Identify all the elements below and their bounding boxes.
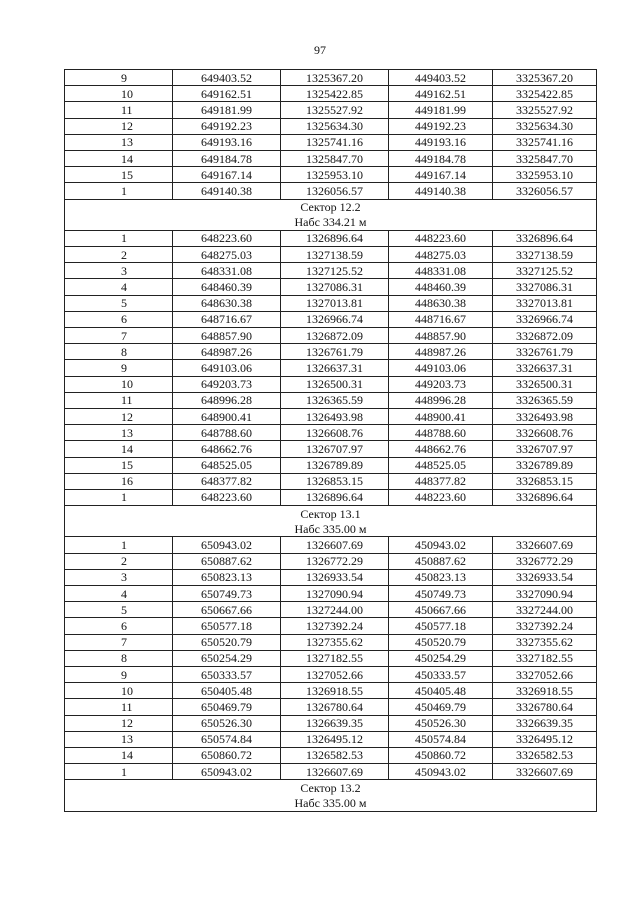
x-coordinate-local-cell: 448331.08 bbox=[389, 263, 493, 279]
point-number-cell: 2 bbox=[65, 553, 173, 569]
x-coordinate-cell: 650254.29 bbox=[173, 650, 281, 666]
x-coordinate-local-cell: 448987.26 bbox=[389, 344, 493, 360]
y-coordinate-cell: 1326495.12 bbox=[281, 731, 389, 747]
x-coordinate-cell: 650943.02 bbox=[173, 537, 281, 553]
x-coordinate-cell: 650823.13 bbox=[173, 569, 281, 585]
y-coordinate-local-cell: 3326761.79 bbox=[493, 344, 597, 360]
y-coordinate-cell: 1326872.09 bbox=[281, 328, 389, 344]
x-coordinate-cell: 650749.73 bbox=[173, 586, 281, 602]
table-row bbox=[65, 183, 597, 199]
sector-elevation: Набс 335.00 м bbox=[65, 521, 597, 537]
y-coordinate-cell: 1327086.31 bbox=[281, 279, 389, 295]
x-coordinate-local-cell: 448377.82 bbox=[389, 473, 493, 489]
x-coordinate-cell: 648630.38 bbox=[173, 295, 281, 311]
y-coordinate-local-cell: 3325367.20 bbox=[493, 70, 597, 86]
point-number-cell: 8 bbox=[65, 344, 173, 360]
y-coordinate-cell: 1326853.15 bbox=[281, 473, 389, 489]
point-number-cell: 10 bbox=[65, 86, 173, 102]
table-row bbox=[65, 408, 597, 424]
x-coordinate-cell: 648857.90 bbox=[173, 328, 281, 344]
point-number-cell: 16 bbox=[65, 473, 173, 489]
x-coordinate-local-cell: 450887.62 bbox=[389, 553, 493, 569]
y-coordinate-cell: 1325367.20 bbox=[281, 70, 389, 86]
y-coordinate-cell: 1326896.64 bbox=[281, 230, 389, 246]
table-row bbox=[65, 360, 597, 376]
point-number-cell: 10 bbox=[65, 376, 173, 392]
x-coordinate-cell: 649167.14 bbox=[173, 167, 281, 183]
x-coordinate-local-cell: 450823.13 bbox=[389, 569, 493, 585]
table-row bbox=[65, 425, 597, 441]
y-coordinate-local-cell: 3325741.16 bbox=[493, 134, 597, 150]
y-coordinate-local-cell: 3327182.55 bbox=[493, 650, 597, 666]
x-coordinate-cell: 649193.16 bbox=[173, 134, 281, 150]
table-row bbox=[65, 618, 597, 634]
y-coordinate-local-cell: 3326608.76 bbox=[493, 425, 597, 441]
x-coordinate-local-cell: 449203.73 bbox=[389, 376, 493, 392]
point-number-cell: 9 bbox=[65, 666, 173, 682]
y-coordinate-cell: 1326761.79 bbox=[281, 344, 389, 360]
x-coordinate-local-cell: 450520.79 bbox=[389, 634, 493, 650]
y-coordinate-local-cell: 3326495.12 bbox=[493, 731, 597, 747]
x-coordinate-cell: 650860.72 bbox=[173, 747, 281, 763]
x-coordinate-cell: 648716.67 bbox=[173, 311, 281, 327]
y-coordinate-cell: 1326056.57 bbox=[281, 183, 389, 199]
y-coordinate-cell: 1325847.70 bbox=[281, 150, 389, 166]
point-number-cell: 1 bbox=[65, 183, 173, 199]
y-coordinate-local-cell: 3326493.98 bbox=[493, 408, 597, 424]
table-row bbox=[65, 683, 597, 699]
y-coordinate-cell: 1327244.00 bbox=[281, 602, 389, 618]
point-number-cell: 2 bbox=[65, 247, 173, 263]
table-row bbox=[65, 247, 597, 263]
x-coordinate-cell: 649181.99 bbox=[173, 102, 281, 118]
x-coordinate-cell: 648788.60 bbox=[173, 425, 281, 441]
y-coordinate-cell: 1326607.69 bbox=[281, 764, 389, 780]
x-coordinate-cell: 648223.60 bbox=[173, 489, 281, 505]
x-coordinate-cell: 649184.78 bbox=[173, 150, 281, 166]
x-coordinate-local-cell: 450667.66 bbox=[389, 602, 493, 618]
table-row bbox=[65, 263, 597, 279]
point-number-cell: 10 bbox=[65, 683, 173, 699]
point-number-cell: 15 bbox=[65, 167, 173, 183]
y-coordinate-local-cell: 3326896.64 bbox=[493, 489, 597, 505]
x-coordinate-local-cell: 450574.84 bbox=[389, 731, 493, 747]
y-coordinate-local-cell: 3325422.85 bbox=[493, 86, 597, 102]
point-number-cell: 12 bbox=[65, 408, 173, 424]
x-coordinate-local-cell: 448275.03 bbox=[389, 247, 493, 263]
x-coordinate-cell: 650333.57 bbox=[173, 666, 281, 682]
y-coordinate-local-cell: 3327244.00 bbox=[493, 602, 597, 618]
x-coordinate-cell: 649103.06 bbox=[173, 360, 281, 376]
y-coordinate-local-cell: 3326772.29 bbox=[493, 553, 597, 569]
x-coordinate-local-cell: 448900.41 bbox=[389, 408, 493, 424]
point-number-cell: 13 bbox=[65, 425, 173, 441]
table-row bbox=[65, 134, 597, 150]
table-row bbox=[65, 328, 597, 344]
y-coordinate-cell: 1327013.81 bbox=[281, 295, 389, 311]
y-coordinate-cell: 1326500.31 bbox=[281, 376, 389, 392]
x-coordinate-cell: 648662.76 bbox=[173, 441, 281, 457]
table-row bbox=[65, 457, 597, 473]
x-coordinate-cell: 648377.82 bbox=[173, 473, 281, 489]
x-coordinate-cell: 650574.84 bbox=[173, 731, 281, 747]
x-coordinate-cell: 649140.38 bbox=[173, 183, 281, 199]
point-number-cell: 6 bbox=[65, 618, 173, 634]
x-coordinate-local-cell: 450860.72 bbox=[389, 747, 493, 763]
point-number-cell: 4 bbox=[65, 586, 173, 602]
y-coordinate-cell: 1327052.66 bbox=[281, 666, 389, 682]
point-number-cell: 12 bbox=[65, 118, 173, 134]
table-row bbox=[65, 311, 597, 327]
table-row bbox=[65, 553, 597, 569]
y-coordinate-cell: 1326582.53 bbox=[281, 747, 389, 763]
table-row bbox=[65, 764, 597, 780]
y-coordinate-local-cell: 3326582.53 bbox=[493, 747, 597, 763]
x-coordinate-cell: 648331.08 bbox=[173, 263, 281, 279]
point-number-cell: 7 bbox=[65, 634, 173, 650]
y-coordinate-cell: 1327138.59 bbox=[281, 247, 389, 263]
y-coordinate-cell: 1326608.76 bbox=[281, 425, 389, 441]
y-coordinate-cell: 1326780.64 bbox=[281, 699, 389, 715]
point-number-cell: 7 bbox=[65, 328, 173, 344]
y-coordinate-cell: 1326772.29 bbox=[281, 553, 389, 569]
table-row bbox=[65, 344, 597, 360]
y-coordinate-cell: 1326933.54 bbox=[281, 569, 389, 585]
point-number-cell: 3 bbox=[65, 569, 173, 585]
x-coordinate-local-cell: 448223.60 bbox=[389, 489, 493, 505]
point-number-cell: 11 bbox=[65, 699, 173, 715]
y-coordinate-local-cell: 3326607.69 bbox=[493, 764, 597, 780]
table-row bbox=[65, 392, 597, 408]
x-coordinate-local-cell: 450749.73 bbox=[389, 586, 493, 602]
table-row bbox=[65, 586, 597, 602]
table-row bbox=[65, 473, 597, 489]
point-number-cell: 5 bbox=[65, 295, 173, 311]
x-coordinate-cell: 650520.79 bbox=[173, 634, 281, 650]
y-coordinate-local-cell: 3327013.81 bbox=[493, 295, 597, 311]
y-coordinate-local-cell: 3326639.35 bbox=[493, 715, 597, 731]
y-coordinate-local-cell: 3326707.97 bbox=[493, 441, 597, 457]
x-coordinate-cell: 648223.60 bbox=[173, 230, 281, 246]
coordinates-table bbox=[64, 69, 597, 812]
x-coordinate-cell: 648275.03 bbox=[173, 247, 281, 263]
y-coordinate-cell: 1326365.59 bbox=[281, 392, 389, 408]
table-row bbox=[65, 634, 597, 650]
x-coordinate-cell: 648987.26 bbox=[173, 344, 281, 360]
y-coordinate-cell: 1326493.98 bbox=[281, 408, 389, 424]
x-coordinate-local-cell: 450577.18 bbox=[389, 618, 493, 634]
y-coordinate-local-cell: 3326607.69 bbox=[493, 537, 597, 553]
x-coordinate-local-cell: 450254.29 bbox=[389, 650, 493, 666]
y-coordinate-cell: 1326639.35 bbox=[281, 715, 389, 731]
y-coordinate-local-cell: 3326966.74 bbox=[493, 311, 597, 327]
point-number-cell: 11 bbox=[65, 392, 173, 408]
y-coordinate-local-cell: 3327090.94 bbox=[493, 586, 597, 602]
x-coordinate-local-cell: 448716.67 bbox=[389, 311, 493, 327]
y-coordinate-cell: 1326789.89 bbox=[281, 457, 389, 473]
point-number-cell: 1 bbox=[65, 230, 173, 246]
table-row bbox=[65, 699, 597, 715]
sector-title: Сектор 12.2 bbox=[65, 199, 597, 215]
point-number-cell: 9 bbox=[65, 70, 173, 86]
x-coordinate-cell: 650577.18 bbox=[173, 618, 281, 634]
table-row bbox=[65, 441, 597, 457]
point-number-cell: 8 bbox=[65, 650, 173, 666]
x-coordinate-local-cell: 448996.28 bbox=[389, 392, 493, 408]
y-coordinate-local-cell: 3325847.70 bbox=[493, 150, 597, 166]
point-number-cell: 3 bbox=[65, 263, 173, 279]
x-coordinate-cell: 649203.73 bbox=[173, 376, 281, 392]
sector-header-row bbox=[65, 506, 597, 522]
x-coordinate-local-cell: 448460.39 bbox=[389, 279, 493, 295]
y-coordinate-cell: 1325422.85 bbox=[281, 86, 389, 102]
x-coordinate-local-cell: 449192.23 bbox=[389, 118, 493, 134]
y-coordinate-local-cell: 3327392.24 bbox=[493, 618, 597, 634]
x-coordinate-cell: 650667.66 bbox=[173, 602, 281, 618]
point-number-cell: 6 bbox=[65, 311, 173, 327]
x-coordinate-local-cell: 448223.60 bbox=[389, 230, 493, 246]
x-coordinate-local-cell: 449181.99 bbox=[389, 102, 493, 118]
point-number-cell: 5 bbox=[65, 602, 173, 618]
table-row bbox=[65, 376, 597, 392]
y-coordinate-cell: 1325527.92 bbox=[281, 102, 389, 118]
point-number-cell: 11 bbox=[65, 102, 173, 118]
x-coordinate-local-cell: 450943.02 bbox=[389, 764, 493, 780]
x-coordinate-local-cell: 449140.38 bbox=[389, 183, 493, 199]
x-coordinate-local-cell: 448630.38 bbox=[389, 295, 493, 311]
y-coordinate-local-cell: 3327052.66 bbox=[493, 666, 597, 682]
table-row bbox=[65, 230, 597, 246]
y-coordinate-cell: 1326918.55 bbox=[281, 683, 389, 699]
point-number-cell: 14 bbox=[65, 747, 173, 763]
x-coordinate-cell: 650405.48 bbox=[173, 683, 281, 699]
y-coordinate-cell: 1325741.16 bbox=[281, 134, 389, 150]
y-coordinate-local-cell: 3327138.59 bbox=[493, 247, 597, 263]
y-coordinate-local-cell: 3325634.30 bbox=[493, 118, 597, 134]
table-row bbox=[65, 731, 597, 747]
x-coordinate-cell: 650943.02 bbox=[173, 764, 281, 780]
x-coordinate-cell: 649403.52 bbox=[173, 70, 281, 86]
y-coordinate-cell: 1325953.10 bbox=[281, 167, 389, 183]
table-row bbox=[65, 167, 597, 183]
y-coordinate-cell: 1327392.24 bbox=[281, 618, 389, 634]
y-coordinate-cell: 1327125.52 bbox=[281, 263, 389, 279]
x-coordinate-cell: 648996.28 bbox=[173, 392, 281, 408]
point-number-cell: 15 bbox=[65, 457, 173, 473]
y-coordinate-local-cell: 3326872.09 bbox=[493, 328, 597, 344]
y-coordinate-cell: 1325634.30 bbox=[281, 118, 389, 134]
y-coordinate-cell: 1326707.97 bbox=[281, 441, 389, 457]
x-coordinate-cell: 650469.79 bbox=[173, 699, 281, 715]
y-coordinate-local-cell: 3326780.64 bbox=[493, 699, 597, 715]
sector-header-row bbox=[65, 780, 597, 796]
x-coordinate-local-cell: 449403.52 bbox=[389, 70, 493, 86]
y-coordinate-local-cell: 3327125.52 bbox=[493, 263, 597, 279]
sector-elevation-row bbox=[65, 795, 597, 811]
x-coordinate-local-cell: 450333.57 bbox=[389, 666, 493, 682]
y-coordinate-local-cell: 3327355.62 bbox=[493, 634, 597, 650]
x-coordinate-cell: 649162.51 bbox=[173, 86, 281, 102]
table-row bbox=[65, 86, 597, 102]
y-coordinate-local-cell: 3326056.57 bbox=[493, 183, 597, 199]
x-coordinate-local-cell: 450943.02 bbox=[389, 537, 493, 553]
point-number-cell: 13 bbox=[65, 134, 173, 150]
table-row bbox=[65, 715, 597, 731]
y-coordinate-local-cell: 3325527.92 bbox=[493, 102, 597, 118]
sector-title: Сектор 13.2 bbox=[65, 780, 597, 796]
y-coordinate-local-cell: 3326896.64 bbox=[493, 230, 597, 246]
sector-elevation-row bbox=[65, 215, 597, 231]
point-number-cell: 14 bbox=[65, 150, 173, 166]
x-coordinate-cell: 648460.39 bbox=[173, 279, 281, 295]
y-coordinate-local-cell: 3326789.89 bbox=[493, 457, 597, 473]
table-row bbox=[65, 537, 597, 553]
sector-title: Сектор 13.1 bbox=[65, 506, 597, 522]
x-coordinate-local-cell: 448857.90 bbox=[389, 328, 493, 344]
point-number-cell: 14 bbox=[65, 441, 173, 457]
x-coordinate-cell: 648900.41 bbox=[173, 408, 281, 424]
table-row bbox=[65, 102, 597, 118]
point-number-cell: 4 bbox=[65, 279, 173, 295]
x-coordinate-cell: 650887.62 bbox=[173, 553, 281, 569]
table-row bbox=[65, 666, 597, 682]
table-row bbox=[65, 489, 597, 505]
table-row bbox=[65, 70, 597, 86]
y-coordinate-local-cell: 3327086.31 bbox=[493, 279, 597, 295]
sector-elevation: Набс 335.00 м bbox=[65, 795, 597, 811]
y-coordinate-local-cell: 3326365.59 bbox=[493, 392, 597, 408]
sector-elevation-row bbox=[65, 521, 597, 537]
point-number-cell: 12 bbox=[65, 715, 173, 731]
x-coordinate-local-cell: 448525.05 bbox=[389, 457, 493, 473]
x-coordinate-local-cell: 450405.48 bbox=[389, 683, 493, 699]
y-coordinate-cell: 1327355.62 bbox=[281, 634, 389, 650]
y-coordinate-cell: 1326896.64 bbox=[281, 489, 389, 505]
x-coordinate-local-cell: 449162.51 bbox=[389, 86, 493, 102]
y-coordinate-local-cell: 3326500.31 bbox=[493, 376, 597, 392]
x-coordinate-local-cell: 449167.14 bbox=[389, 167, 493, 183]
y-coordinate-cell: 1327090.94 bbox=[281, 586, 389, 602]
x-coordinate-local-cell: 450526.30 bbox=[389, 715, 493, 731]
table-row bbox=[65, 279, 597, 295]
x-coordinate-local-cell: 448788.60 bbox=[389, 425, 493, 441]
point-number-cell: 9 bbox=[65, 360, 173, 376]
table-row bbox=[65, 569, 597, 585]
table-row bbox=[65, 747, 597, 763]
table-row bbox=[65, 295, 597, 311]
sector-header-row bbox=[65, 199, 597, 215]
y-coordinate-local-cell: 3326853.15 bbox=[493, 473, 597, 489]
table-row bbox=[65, 602, 597, 618]
x-coordinate-local-cell: 449103.06 bbox=[389, 360, 493, 376]
point-number-cell: 13 bbox=[65, 731, 173, 747]
y-coordinate-cell: 1326637.31 bbox=[281, 360, 389, 376]
table-row bbox=[65, 150, 597, 166]
x-coordinate-cell: 649192.23 bbox=[173, 118, 281, 134]
y-coordinate-cell: 1326607.69 bbox=[281, 537, 389, 553]
y-coordinate-cell: 1327182.55 bbox=[281, 650, 389, 666]
table-row bbox=[65, 650, 597, 666]
y-coordinate-local-cell: 3326918.55 bbox=[493, 683, 597, 699]
y-coordinate-cell: 1326966.74 bbox=[281, 311, 389, 327]
x-coordinate-local-cell: 449193.16 bbox=[389, 134, 493, 150]
table-row bbox=[65, 118, 597, 134]
x-coordinate-cell: 648525.05 bbox=[173, 457, 281, 473]
sector-elevation: Набс 334.21 м bbox=[65, 215, 597, 231]
x-coordinate-local-cell: 450469.79 bbox=[389, 699, 493, 715]
x-coordinate-cell: 650526.30 bbox=[173, 715, 281, 731]
y-coordinate-local-cell: 3326637.31 bbox=[493, 360, 597, 376]
x-coordinate-local-cell: 449184.78 bbox=[389, 150, 493, 166]
y-coordinate-local-cell: 3326933.54 bbox=[493, 569, 597, 585]
point-number-cell: 1 bbox=[65, 489, 173, 505]
y-coordinate-local-cell: 3325953.10 bbox=[493, 167, 597, 183]
point-number-cell: 1 bbox=[65, 537, 173, 553]
page-number: 97 bbox=[314, 43, 326, 57]
point-number-cell: 1 bbox=[65, 764, 173, 780]
x-coordinate-local-cell: 448662.76 bbox=[389, 441, 493, 457]
